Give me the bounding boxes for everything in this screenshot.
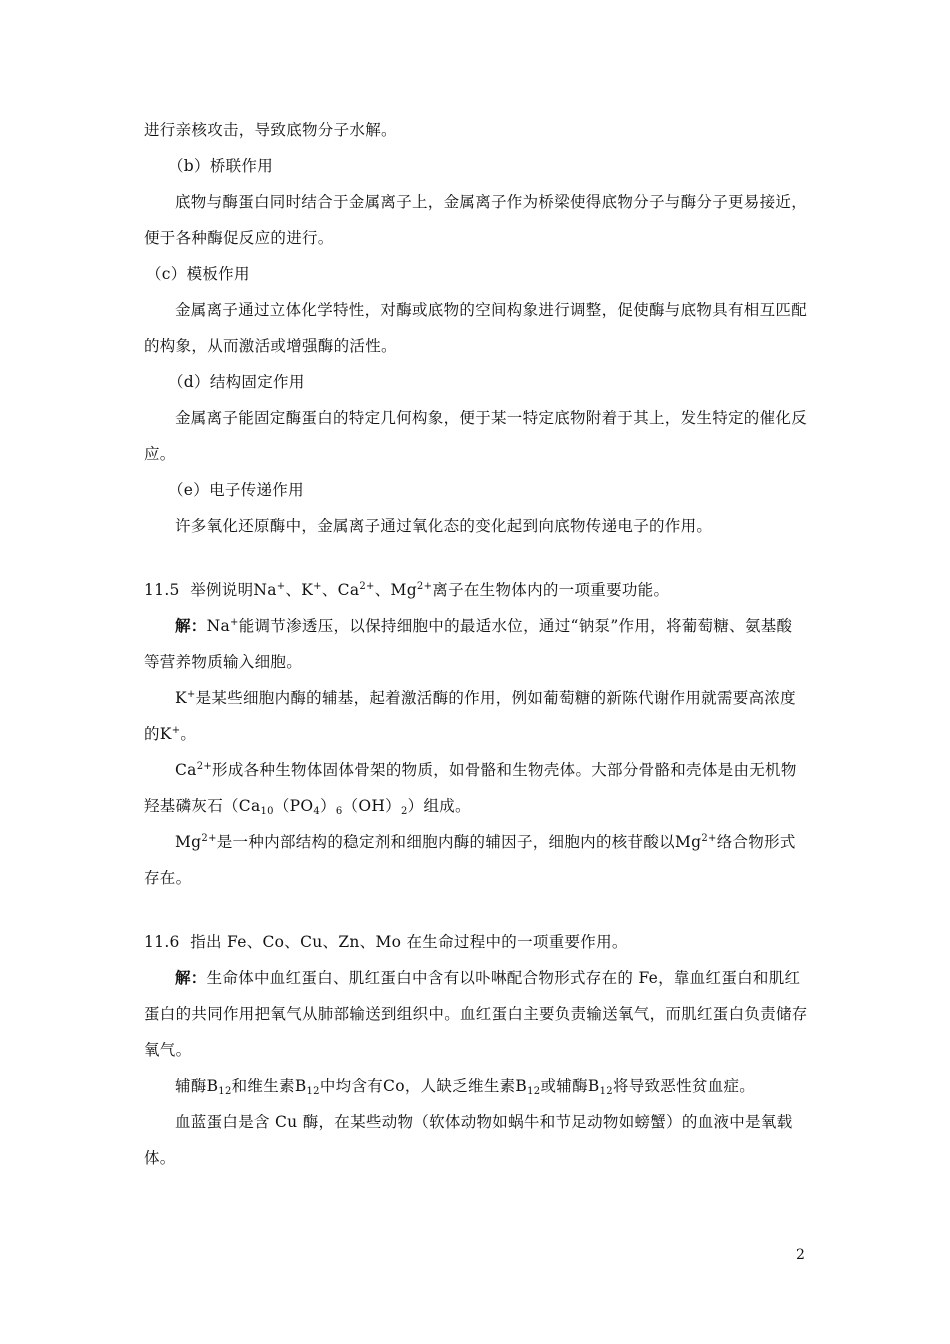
superscript: + <box>230 617 239 628</box>
text: Ca <box>175 761 197 779</box>
answer-ca <box>144 752 808 824</box>
answer-na <box>144 608 808 680</box>
subscript: 10 <box>260 806 274 817</box>
answer-mg <box>144 824 808 896</box>
superscript: + <box>276 581 286 592</box>
answer-label: 解： <box>175 616 207 635</box>
text: ）组成。 <box>407 797 471 815</box>
text: 络合物形式存在。 <box>144 833 796 887</box>
text: 或辅酶B <box>540 1077 600 1095</box>
text: 将导致恶性贫血症。 <box>612 1077 756 1095</box>
subscript: 12 <box>218 1086 232 1097</box>
paragraph-e: 许多氧化还原酶中，金属离子通过氧化态的变化起到向底物传递电子的作用。 <box>175 517 713 535</box>
text: Mg <box>175 833 202 851</box>
superscript: 2+ <box>196 761 213 772</box>
answer-k <box>144 680 808 752</box>
superscript: 2+ <box>201 833 217 844</box>
superscript: + <box>171 725 181 736</box>
text: （PO <box>273 797 314 815</box>
subhead-d: （d）结构固定作用 <box>168 373 305 391</box>
page-content <box>144 112 808 1176</box>
text: 是某些细胞内酶的辅基，起着激活酶的作用，例如葡萄糖的新陈代谢作用就需要高浓度的K <box>144 689 796 743</box>
subhead-b: （b）桥联作用 <box>168 157 274 175</box>
page-number: 2 <box>796 1247 805 1263</box>
text: 是一种内部结构的稳定剂和细胞内酶的辅因子，细胞内的核苷酸以Mg <box>216 833 702 851</box>
text: 辅酶B <box>175 1077 219 1095</box>
subscript: 12 <box>599 1086 613 1097</box>
superscript: 2+ <box>359 581 375 592</box>
question-text: 、Ca <box>321 581 360 599</box>
answer-fe <box>144 960 808 1068</box>
subscript: 2 <box>400 806 408 817</box>
text: ） <box>320 797 336 815</box>
paragraph-b: 底物与酶蛋白同时结合于金属离子上，金属离子作为桥梁使得底物分子与酶分子更易接近，便于各种酶促反应的进行。 <box>144 193 808 247</box>
question-number: 11.6 <box>144 933 180 951</box>
subscript: 12 <box>527 1086 541 1097</box>
question-text: 、Mg <box>374 581 417 599</box>
text: Na <box>206 617 231 635</box>
text: 形成各种生物体固体骨架的物质，如骨骼和生物壳体。大部分骨骼和壳体是由无机物羟基磷灰石（Ca <box>144 761 797 815</box>
text: 和维生素B <box>231 1077 307 1095</box>
superscript: 2+ <box>701 833 717 844</box>
question-11-6 <box>144 924 808 960</box>
section-a-tail: 进行亲核攻击，导致底物分子水解。 <box>144 121 397 139</box>
answer-co <box>144 1068 808 1104</box>
answer-cu: 血蓝蛋白是含 Cu 酶，在某些动物（软体动物如蜗牛和节足动物如螃蟹）的血液中是氧载体。 <box>144 1113 793 1167</box>
paragraph-d: 金属离子能固定酶蛋白的特定几何构象，便于某一特定底物附着于其上，发生特定的催化反应。 <box>144 409 808 463</box>
subhead-e: （e）电子传递作用 <box>168 481 304 499</box>
question-text: 、K <box>285 581 314 599</box>
superscript: 2+ <box>416 581 433 592</box>
subscript: 6 <box>335 806 343 817</box>
question-number: 11.5 <box>144 581 180 599</box>
text: 能调节渗透压，以保持细胞中的最适水位，通过“钠泵”作用，将葡萄糖、氨基酸等营养物质输入细胞。 <box>144 617 793 671</box>
text: 生命体中血红蛋白、肌红蛋白中含有以卟啉配合物形式存在的 Fe，靠血红蛋白和肌红蛋白的共同作用把氧气从肺部输送到组织中。血红蛋白主要负责输送氧气，而肌红蛋白负责储存氧气。 <box>144 969 808 1059</box>
superscript: + <box>186 689 196 700</box>
question-text: 指出 Fe、Co、Cu、Zn、Mo 在生命过程中的一项重要作用。 <box>190 933 628 951</box>
text: K <box>175 689 187 707</box>
question-text: 离子在生物体内的一项重要功能。 <box>432 581 670 599</box>
answer-label: 解： <box>175 968 207 987</box>
text: 。 <box>180 725 197 743</box>
question-11-5 <box>144 572 808 608</box>
subscript: 4 <box>313 806 321 817</box>
text: 中均含有Co，人缺乏维生素B <box>319 1077 528 1095</box>
superscript: + <box>313 581 322 592</box>
text: （OH） <box>342 797 401 815</box>
subscript: 12 <box>306 1086 320 1097</box>
question-text: 举例说明Na <box>190 581 277 599</box>
subhead-c: （c）模板作用 <box>146 265 250 283</box>
paragraph-c: 金属离子通过立体化学特性，对酶或底物的空间构象进行调整，促使酶与底物具有相互匹配的构象，从而激活或增强酶的活性。 <box>144 301 808 355</box>
